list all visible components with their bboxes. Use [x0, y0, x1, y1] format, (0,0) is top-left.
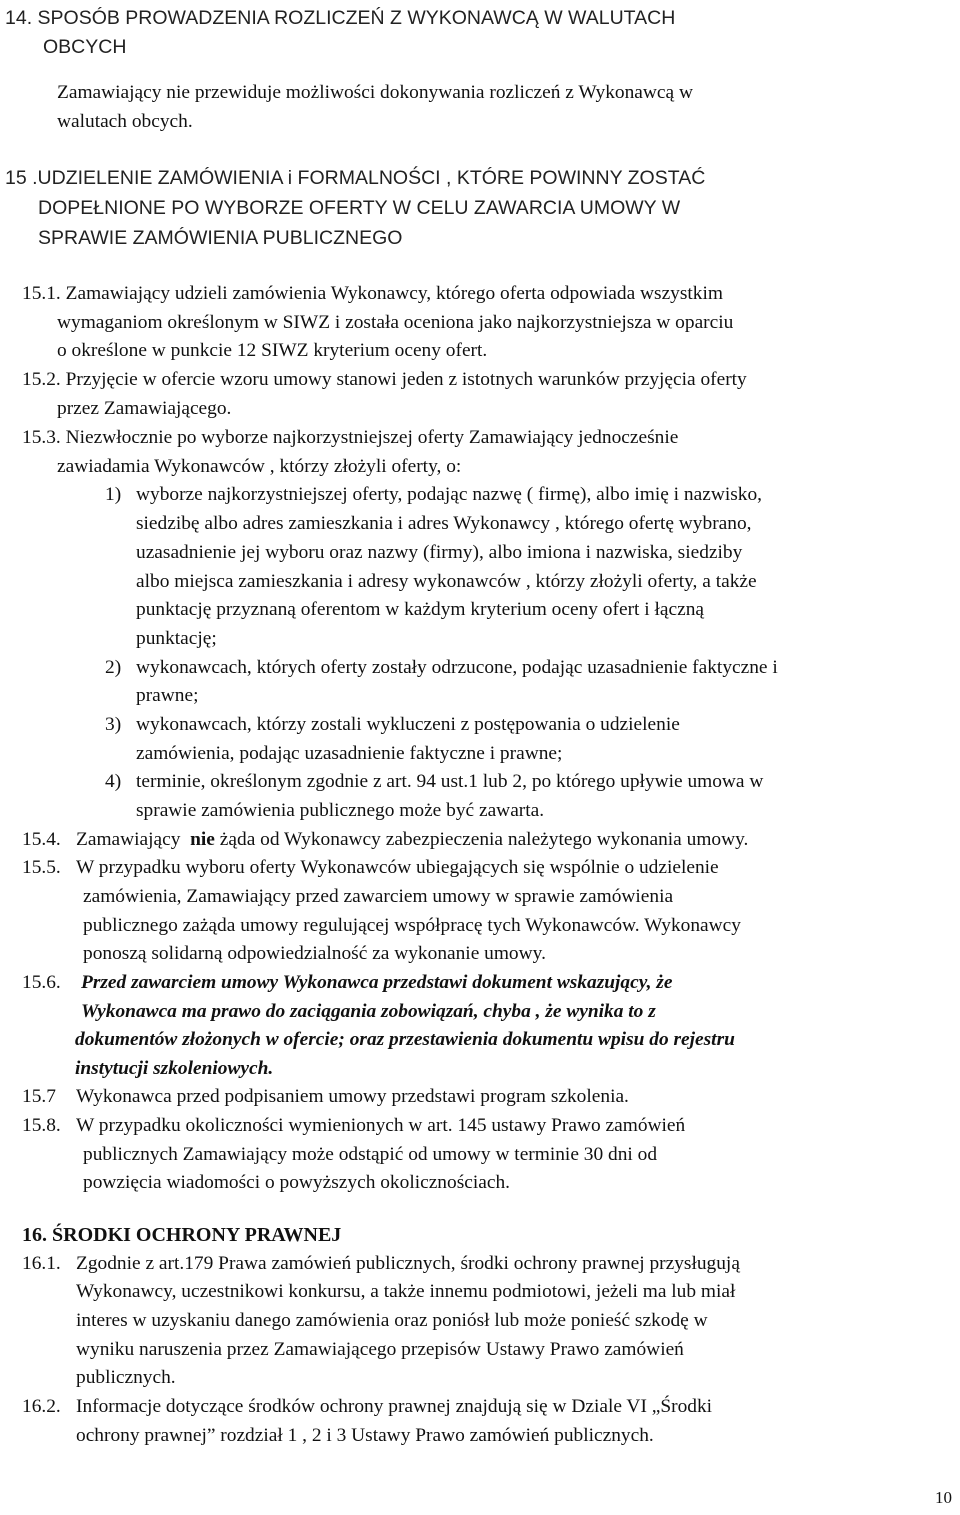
list-item-line: punktację; [136, 628, 217, 649]
paragraph-15-1-line: wymaganiom określonym w SIWZ i została oceniona jako najkorzystniejsza w oparciu [57, 312, 734, 333]
paragraph-15-3-line: zawiadamia Wykonawców , którzy złożyli oferty, o: [57, 456, 462, 477]
list-item-line: punktację przyznaną oferentom w każdym kryterium oceny ofert i łączną [136, 599, 704, 620]
section-14-body-cont: walutach obcych. [57, 111, 193, 132]
paragraph-15-5: W przypadku wyboru oferty Wykonawców ubiegających się wspólnie o udzielenie [76, 857, 719, 878]
list-item: wykonawcach, którzy zostali wykluczeni z postępowania o udzielenie [136, 714, 680, 735]
paragraph-15-1: 15.1. Zamawiający udzieli zamówienia Wykonawcy, którego oferta odpowiada wszystkim [22, 283, 723, 304]
paragraph-15-8: W przypadku okoliczności wymienionych w art. 145 ustawy Prawo zamówień [76, 1115, 686, 1136]
list-item: wykonawcach, których oferty zostały odrzucone, podając uzasadnienie faktyczne i [136, 657, 778, 678]
paragraph-15-4-text-cont: żąda od Wykonawcy zabezpieczenia należytego wykonania umowy. [219, 829, 749, 850]
list-item-line: zamówienia, podając uzasadnienie faktyczne i prawne; [136, 743, 563, 764]
section-14-heading: 14. SPOSÓB PROWADZENIA ROZLICZEŃ Z WYKONAWCĄ W WALUTACH [5, 7, 676, 29]
list-item: terminie, określonym zgodnie z art. 94 ust.1 lub 2, po którego upływie umowa w [136, 771, 764, 792]
paragraph-15-4 [76, 828, 748, 852]
paragraph-15-5-line: publicznego zażąda umowy regulującej współpracę tych Wykonawców. Wykonawcy [83, 915, 741, 936]
section-15-heading-cont: DOPEŁNIONE PO WYBORZE OFERTY W CELU ZAWARCIA UMOWY W [38, 197, 681, 219]
paragraph-15-4-number: 15.4. [22, 829, 61, 850]
list-item: wyborze najkorzystniejszej oferty, podając nazwę ( firmę), albo imię i nazwisko, [136, 484, 763, 505]
paragraph-16-2-number: 16.2. [22, 1396, 61, 1417]
paragraph-15-8-line: powzięcia wiadomości o powyższych okolicznościach. [83, 1172, 510, 1193]
paragraph-15-3: 15.3. Niezwłocznie po wyborze najkorzystniejszej oferty Zamawiający jednocześnie [22, 427, 679, 448]
paragraph-15-7: Wykonawca przed podpisaniem umowy przedstawi program szkolenia. [76, 1086, 629, 1107]
paragraph-15-6-number: 15.6. [22, 972, 61, 993]
paragraph-15-5-line: zamówienia, Zamawiający przed zawarciem umowy w sprawie zamówienia [83, 886, 674, 907]
paragraph-15-4-text: Zamawiający [76, 829, 181, 850]
paragraph-15-8-number: 15.8. [22, 1115, 61, 1136]
page-number: 10 [935, 1488, 952, 1507]
list-item-line: sprawie zamówienia publicznego może być zawarta. [136, 800, 545, 821]
paragraph-16-2: Informacje dotyczące środków ochrony prawnej znajdują się w Dziale VI „Środki [76, 1396, 713, 1417]
paragraph-15-6-line: dokumentów złożonych w ofercie; oraz przestawienia dokumentu wpisu do rejestru [75, 1029, 735, 1050]
list-item-line: prawne; [136, 685, 199, 706]
section-14-heading-cont: OBCYCH [43, 36, 127, 58]
section-16-heading: 16. ŚRODKI OCHRONY PRAWNEJ [22, 1224, 342, 1246]
list-item-line: uzasadnienie jej wyboru oraz nazwy (firmy), albo imiona i nazwiska, siedziby [136, 542, 743, 563]
paragraph-16-2-line: ochrony prawnej” rozdział 1 , 2 i 3 Ustawy Prawo zamówień publicznych. [76, 1425, 654, 1446]
list-item-number: 4) [105, 771, 122, 792]
paragraph-16-1-line: interes w uzyskaniu danego zamówienia oraz poniósł lub może ponieść szkodę w [76, 1310, 708, 1331]
section-15-heading-cont: SPRAWIE ZAMÓWIENIA PUBLICZNEGO [38, 227, 403, 249]
paragraph-15-8-line: publicznych Zamawiający może odstąpić od umowy w terminie 30 dni od [83, 1144, 658, 1165]
paragraph-16-1-line: wyniku naruszenia przez Zamawiającego przepisów Ustawy Prawo zamówień [76, 1339, 684, 1360]
paragraph-15-2-line: przez Zamawiającego. [57, 398, 232, 419]
paragraph-16-1-number: 16.1. [22, 1253, 61, 1274]
list-item-number: 2) [105, 657, 122, 678]
paragraph-15-1-line: o określone w punkcie 12 SIWZ kryterium oceny ofert. [57, 340, 488, 361]
list-item-number: 1) [105, 484, 122, 505]
paragraph-15-2: 15.2. Przyjęcie w ofercie wzoru umowy stanowi jeden z istotnych warunków przyjęcia oferty [22, 369, 747, 390]
paragraph-15-7-number: 15.7 [22, 1086, 56, 1107]
list-item-line: siedzibę albo adres zamieszkania i adres Wykonawcy , którego ofertę wybrano, [136, 513, 752, 534]
paragraph-15-4-bold: nie [190, 829, 215, 850]
paragraph-16-1-line: Wykonawcy, uczestnikowi konkursu, a także innemu podmiotowi, jeżeli ma lub miał [76, 1281, 736, 1302]
section-14-body: Zamawiający nie przewiduje możliwości dokonywania rozliczeń z Wykonawcą w [57, 82, 693, 103]
section-15-heading: 15 .UDZIELENIE ZAMÓWIENIA i FORMALNOŚCI , KTÓRE POWINNY ZOSTAĆ [5, 167, 706, 189]
list-item-number: 3) [105, 714, 122, 735]
paragraph-16-1-line: publicznych. [76, 1367, 176, 1388]
paragraph-15-6: Przed zawarciem umowy Wykonawca przedstawi dokument wskazujący, że [81, 972, 673, 993]
paragraph-15-5-number: 15.5. [22, 857, 61, 878]
paragraph-15-6-line: Wykonawca ma prawo do zaciągania zobowiązań, chyba , że wynika to z [81, 1001, 656, 1022]
paragraph-15-5-line: ponoszą solidarną odpowiedzialność za wykonanie umowy. [83, 943, 546, 964]
paragraph-15-6-line: instytucji szkoleniowych. [75, 1058, 274, 1079]
list-item-line: albo miejsca zamieszkania i adresy wykonawców , którzy złożyli oferty, a także [136, 571, 757, 592]
paragraph-16-1: Zgodnie z art.179 Prawa zamówień publicznych, środki ochrony prawnej przysługują [76, 1253, 740, 1274]
